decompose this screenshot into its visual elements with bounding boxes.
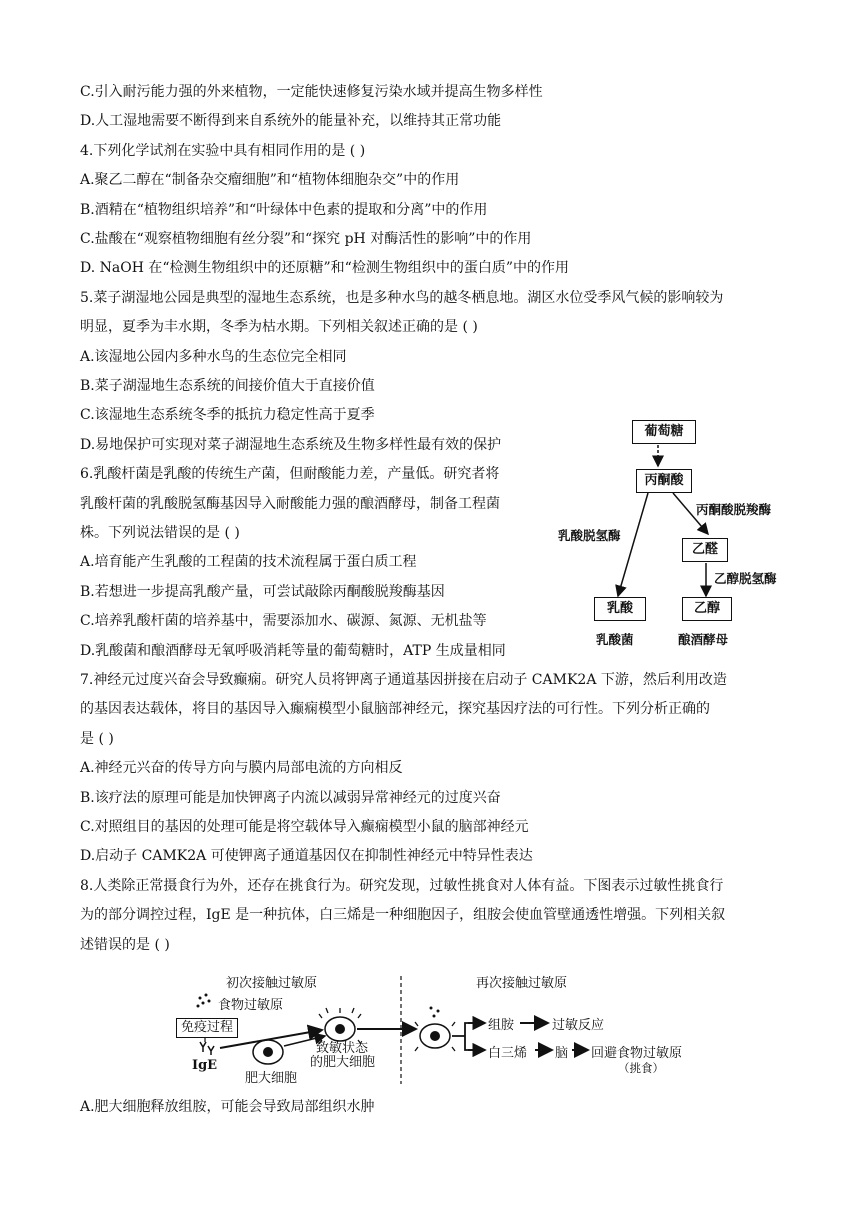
immune-process-box: 免疫过程 <box>176 1018 238 1038</box>
option-line: D.启动子 CAMK2A 可使钾离子通道基因仅在抑制性神经元中特异性表达 <box>80 848 533 864</box>
lab-label: 乳酸菌 <box>596 632 634 647</box>
adh-label: 乙醇脱氢酶 <box>714 571 777 586</box>
sensitized-mast-cell-icon <box>319 1008 361 1044</box>
acetaldehyde-box: 乙醛 <box>682 538 728 562</box>
question-stem: 乳酸杆菌的乳酸脱氢酶基因导入耐酸能力强的酿酒酵母，制备工程菌 <box>80 496 500 512</box>
first-exposure-label: 初次接触过敏原 <box>226 976 318 991</box>
mast-cell-icon <box>253 1040 283 1064</box>
question-stem: 为的部分调控过程，IgE 是一种抗体，白三烯是一种细胞因子，组胺会使血管壁通透性增强。下列相关叙 <box>80 907 726 923</box>
metabolic-pathway-diagram <box>548 410 808 660</box>
question-stem: 6.乳酸杆菌是乳酸的传统生产菌，但耐酸能力差，产量低。研究者将 <box>80 466 500 482</box>
reexposed-mast-cell-icon <box>415 1022 455 1051</box>
second-exposure-label: 再次接触过敏原 <box>476 976 568 991</box>
ethanol-box: 乙醇 <box>682 597 732 621</box>
option-line: A.肥大细胞释放组胺，可能会导致局部组织水肿 <box>80 1099 375 1115</box>
option-line: C.盐酸在“观察植物细胞有丝分裂”和“探究 pH 对酶活性的影响”中的作用 <box>80 231 532 247</box>
option-line: A.培育能产生乳酸的工程菌的技术流程属于蛋白质工程 <box>80 554 417 570</box>
brain-label: 脑 <box>555 1046 569 1061</box>
ldh-arrow <box>618 493 648 596</box>
mast-cell-label: 肥大细胞 <box>245 1071 298 1086</box>
option-line: B.菜子湖湿地生态系统的间接价值大于直接价值 <box>80 378 375 394</box>
question-stem: 的基因表达载体，将目的基因导入癫痫模型小鼠脑部神经元，探究基因疗法的可行性。下列分析正确的 <box>80 701 710 717</box>
yeast-label: 酿酒酵母 <box>678 632 729 647</box>
question-stem: 株。下列说法错误的是 ( ) <box>80 525 240 541</box>
option-line: D.乳酸菌和酿酒酵母无氧呼吸消耗等量的葡萄糖时，ATP 生成量相同 <box>80 643 506 659</box>
option-line: A.聚乙二醇在“制备杂交瘤细胞”和“植物体细胞杂交”中的作用 <box>80 172 460 188</box>
option-line: B.酒精在“植物组织培养”和“叶绿体中色素的提取和分离”中的作用 <box>80 202 488 218</box>
sensitized-label-2: 的肥大细胞 <box>310 1055 376 1070</box>
option-line: D.人工湿地需要不断得到来自系统外的能量补充，以维持其正常功能 <box>80 113 502 129</box>
allergen-dots-right-icon <box>430 1007 440 1018</box>
fork-lines <box>452 1023 476 1050</box>
pdc-label: 丙酮酸脱羧酶 <box>696 502 772 517</box>
ldh-label: 乳酸脱氢酶 <box>558 528 621 543</box>
allergen-label: 食物过敏原 <box>218 998 284 1013</box>
question-stem: 5.菜子湖湿地公园是典型的湿地生态系统，也是多种水鸟的越冬栖息地。湖区水位受季风气候的影响较为 <box>80 290 724 306</box>
question-stem: 述错误的是 ( ) <box>80 937 170 953</box>
question-stem: 4.下列化学试剂在实验中具有相同作用的是 ( ) <box>80 143 366 159</box>
option-line: C.培养乳酸杆菌的培养基中，需要添加水、碳源、氮源、无机盐等 <box>80 613 487 629</box>
option-line: B.若想进一步提高乳酸产量，可尝试敲除丙酮酸脱羧酶基因 <box>80 584 445 600</box>
glucose-box: 葡萄糖 <box>632 420 696 444</box>
option-line: C.对照组目的基因的处理可能是将空载体导入癫痫模型小鼠的脑部神经元 <box>80 819 529 835</box>
option-line: D. NaOH 在“检测生物组织中的还原糖”和“检测生物组织中的蛋白质”中的作用 <box>80 260 569 276</box>
allergy-regulation-diagram <box>150 966 710 1086</box>
option-line: A.该湿地公园内多种水鸟的生态位完全相同 <box>80 349 347 365</box>
question-stem: 明显，夏季为丰水期，冬季为枯水期。下列相关叙述正确的是 ( ) <box>80 319 478 335</box>
ige-label: IgE <box>192 1058 218 1073</box>
option-line: D.易地保护可实现对菜子湖湿地生态系统及生物多样性最有效的保护 <box>80 437 502 453</box>
question-stem: 7.神经元过度兴奋会导致癫痫。研究人员将钾离子通道基因拼接在启动子 CAMK2A 下游，然后利用改造 <box>80 672 727 688</box>
allergic-reaction-label: 过敏反应 <box>552 1018 605 1033</box>
pyruvate-box: 丙酮酸 <box>636 469 692 493</box>
lactate-box: 乳酸 <box>594 597 646 621</box>
ige-antibody-icon <box>200 1042 214 1055</box>
histamine-label: 组胺 <box>488 1018 515 1033</box>
question-stem: 是 ( ) <box>80 731 114 747</box>
sensitized-label-1: 致敏状态 <box>316 1041 369 1056</box>
option-line: C.引入耐污能力强的外来植物，一定能快速修复污染水域并提高生物多样性 <box>80 84 543 100</box>
leukotriene-label: 白三烯 <box>488 1046 528 1061</box>
picky-eating-label: （挑食） <box>618 1061 664 1075</box>
option-line: C.该湿地生态系统冬季的抵抗力稳定性高于夏季 <box>80 407 375 423</box>
avoid-allergen-label: 回避食物过敏原 <box>591 1046 683 1061</box>
question-stem: 8.人类除正常摄食行为外，还存在挑食行为。研究发现，过敏性挑食对人体有益。下图表示过敏性挑食行 <box>80 878 724 894</box>
allergen-dots-icon <box>197 994 211 1008</box>
option-line: A.神经元兴奋的传导方向与膜内局部电流的方向相反 <box>80 760 403 776</box>
option-line: B.该疗法的原理可能是加快钾离子内流以减弱异常神经元的过度兴奋 <box>80 790 501 806</box>
